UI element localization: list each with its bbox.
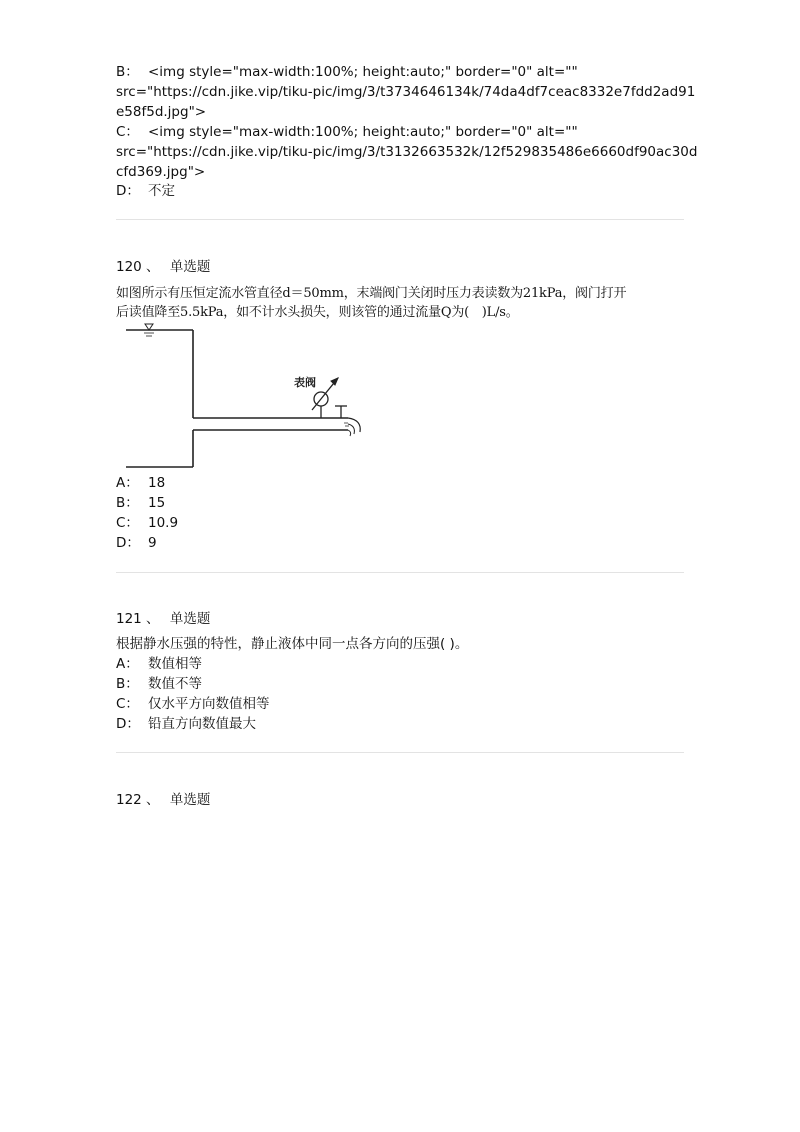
option-d[interactable]: [116, 533, 157, 553]
option-text-line: src="https://cdn.jike.vip/tiku-pic/img/3/t3734646134k/74da4df7ceac8332e7fdd2ad91: [116, 84, 696, 100]
pipe-diagram: [116, 320, 376, 472]
question-stem-line: 后读值降至5.5kPa，如不计水头损失，则该管的通过流量Q为( )L/s。: [116, 305, 519, 320]
option-text: 18: [148, 475, 166, 491]
option-letter: D：: [116, 716, 140, 732]
option-text: 铅直方向数值最大: [148, 716, 256, 732]
gauge-label: 表阀: [294, 376, 316, 389]
option-a[interactable]: [116, 654, 202, 674]
option-letter: A：: [116, 656, 139, 672]
question-type: 单选题: [169, 259, 211, 275]
option-text-line: cfd369.jpg">: [116, 164, 206, 180]
option-text-line: src="https://cdn.jike.vip/tiku-pic/img/3/t3132663532k/12f529835486e6660df90ac30d: [116, 144, 698, 160]
option-d[interactable]: [116, 714, 256, 734]
option-b-prev[interactable]: [116, 62, 578, 82]
option-text: 不定: [148, 183, 175, 199]
divider: [116, 572, 684, 573]
option-b[interactable]: [116, 493, 165, 513]
option-c[interactable]: [116, 694, 270, 714]
option-text: 15: [148, 495, 166, 511]
option-text: 数值相等: [148, 656, 202, 672]
option-c-prev[interactable]: [116, 122, 578, 142]
option-text: 10.9: [148, 515, 179, 531]
question-type: 单选题: [169, 611, 211, 627]
option-letter: D：: [116, 183, 140, 199]
question-stem: 根据静水压强的特性，静止液体中同一点各方向的压强( )。: [116, 636, 469, 652]
option-letter: D：: [116, 535, 140, 551]
option-letter: B：: [116, 495, 139, 511]
option-text-line: e58f5d.jpg">: [116, 104, 207, 120]
question-number: 121 、: [116, 611, 160, 627]
option-letter: C：: [116, 515, 139, 531]
divider: [116, 752, 684, 753]
arrow-icon: [331, 378, 338, 385]
option-text: <img style="max-width:100%; height:auto;" border="0" alt="": [148, 64, 578, 80]
question-121-header: [116, 609, 210, 629]
option-letter: B：: [116, 64, 139, 80]
option-letter: A：: [116, 475, 139, 491]
option-text: 9: [148, 535, 157, 551]
question-number: 122 、: [116, 792, 160, 808]
option-text: 数值不等: [148, 676, 202, 692]
water-level-icon: [145, 324, 153, 330]
option-letter: C：: [116, 696, 139, 712]
option-letter: B：: [116, 676, 139, 692]
option-text: 仅水平方向数值相等: [148, 696, 270, 712]
question-stem-line: 如图所示有压恒定流水管直径d＝50mm，末端阀门关闭时压力表读数为21kPa，阀门打开: [116, 286, 627, 301]
option-letter: C：: [116, 124, 139, 140]
option-d-prev[interactable]: [116, 181, 175, 201]
option-b[interactable]: [116, 674, 202, 694]
question-type: 单选题: [169, 792, 211, 808]
option-text: <img style="max-width:100%; height:auto;" border="0" alt="": [148, 124, 578, 140]
question-120-header: [116, 257, 210, 277]
question-122-header: [116, 790, 210, 810]
option-c[interactable]: [116, 513, 178, 533]
option-a[interactable]: [116, 473, 165, 493]
divider: [116, 219, 684, 220]
question-number: 120 、: [116, 259, 160, 275]
